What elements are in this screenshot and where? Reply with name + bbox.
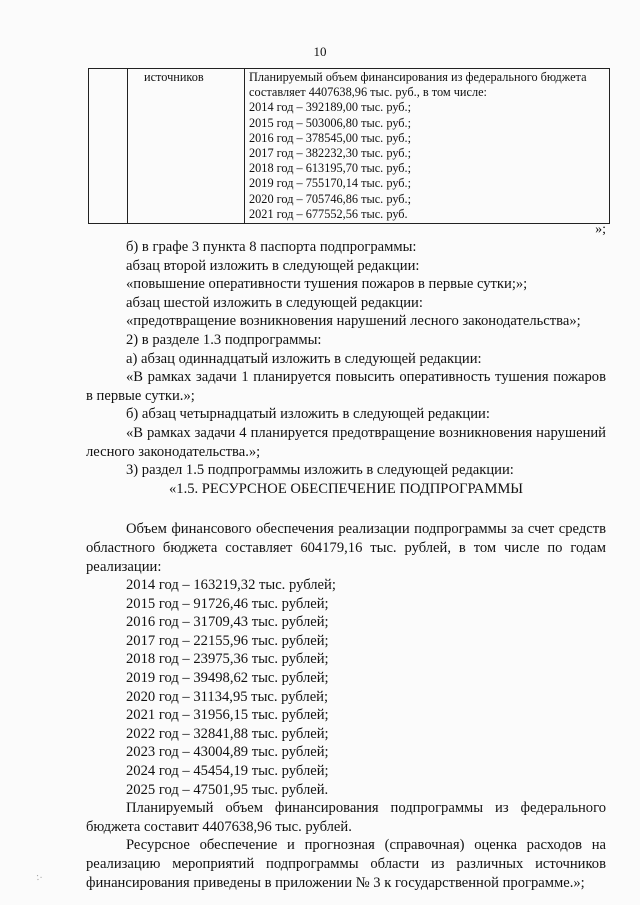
amendment-line: 2) в разделе 1.3 подпрограммы: [126, 331, 322, 348]
funding-line: Планируемый объем финансирования из федерального бюджета [249, 70, 587, 84]
list-item: 2019 год – 39498,62 тыс. рублей; [126, 670, 329, 687]
federal-total-paragraph: Планируемый объем финансирования подпрограммы из федерального бюджета составит 4407638,96 тыс. рублей. [86, 800, 606, 835]
table-cell-funding [245, 69, 610, 224]
funding-line: 2018 год – 613195,70 тыс. руб.; [249, 161, 412, 176]
amendment-line: абзац второй изложить в следующей редакции: [126, 257, 420, 274]
list-item: 2016 год – 31709,43 тыс. рублей; [126, 614, 329, 631]
table-row [89, 69, 610, 224]
amendment-line: б) в графе 3 пункта 8 паспорта подпрограммы: [126, 239, 417, 255]
document-body [86, 238, 606, 892]
funding-line: 2017 год – 382232,30 тыс. руб.; [249, 146, 412, 161]
funding-line: 2015 год – 503006,80 тыс. руб.; [249, 115, 412, 130]
list-item: 2020 год – 31134,95 тыс. рублей; [126, 688, 329, 705]
page-number: 10 [313, 44, 327, 59]
regional-years-list [86, 576, 606, 799]
amendment-line: а) абзац одиннадцатый изложить в следующей редакции: [126, 350, 482, 367]
funding-line: составляет 4407638,96 тыс. руб., в том числе: [249, 85, 487, 100]
amendment-paragraph: «В рамках задачи 1 планируется повысить оперативность тушения пожаров в первые сутки.»; [86, 369, 606, 404]
amendment-line: 3) раздел 1.5 подпрограммы изложить в следующей редакции: [126, 462, 514, 479]
table-close-mark: »; [595, 222, 606, 237]
amendment-line: «предотвращение возникновения нарушений лесного законодательства»; [126, 313, 581, 330]
list-item: 2025 год – 47501,95 тыс. рублей. [126, 781, 329, 798]
list-item: 2015 год – 91726,46 тыс. рублей; [126, 595, 329, 612]
list-item: 2017 год – 22155,96 тыс. рублей; [126, 632, 329, 649]
regional-intro-paragraph: Объем финансового обеспечения реализации подпрограммы за счет средств областного бюджета составляет 604179,16 тыс. рублей, в том числе по годам реализации: [86, 521, 606, 575]
funding-line: 2014 год – 392189,00 тыс. руб.; [249, 100, 412, 115]
amendment-line: «повышение оперативности тушения пожаров в первые сутки;»; [126, 276, 528, 293]
table-cell-label: источников [128, 69, 245, 224]
scan-smudge-icon: ∴ [33, 871, 44, 883]
list-item: 2014 год – 163219,32 тыс. рублей; [126, 577, 336, 594]
funding-line: 2020 год – 705746,86 тыс. руб.; [249, 191, 412, 206]
table-cell-empty [89, 69, 128, 224]
funding-line: 2016 год – 378545,00 тыс. руб.; [249, 130, 412, 145]
list-item: 2022 год – 32841,88 тыс. рублей; [126, 725, 329, 742]
list-item: 2021 год – 31956,15 тыс. рублей; [126, 707, 329, 724]
funding-line: 2021 год – 677552,56 тыс. руб. [249, 206, 408, 221]
list-item: 2024 год – 45454,19 тыс. рублей; [126, 763, 329, 780]
list-item: 2018 год – 23975,36 тыс. рублей; [126, 651, 329, 668]
amendment-line: б) абзац четырнадцатый изложить в следующей редакции: [126, 406, 490, 423]
funding-table [88, 68, 610, 224]
funding-line: 2019 год – 755170,14 тыс. руб.; [249, 176, 412, 191]
section-heading: «1.5. РЕСУРСНОЕ ОБЕСПЕЧЕНИЕ ПОДПРОГРАММЫ [168, 480, 524, 497]
amendment-paragraph: «В рамках задачи 4 планируется предотвращение возникновения нарушений лесного законодательства.»; [86, 424, 606, 460]
list-item: 2023 год – 43004,89 тыс. рублей; [126, 744, 329, 761]
amendment-line: абзац шестой изложить в следующей редакции: [126, 294, 423, 311]
closing-paragraph: Ресурсное обеспечение и прогнозная (справочная) оценка расходов на реализацию мероприятий подпрограммы области из различных источников финансирования приведены в приложении № 3 к государственной программе.»; [86, 837, 606, 891]
spacer [86, 498, 606, 520]
